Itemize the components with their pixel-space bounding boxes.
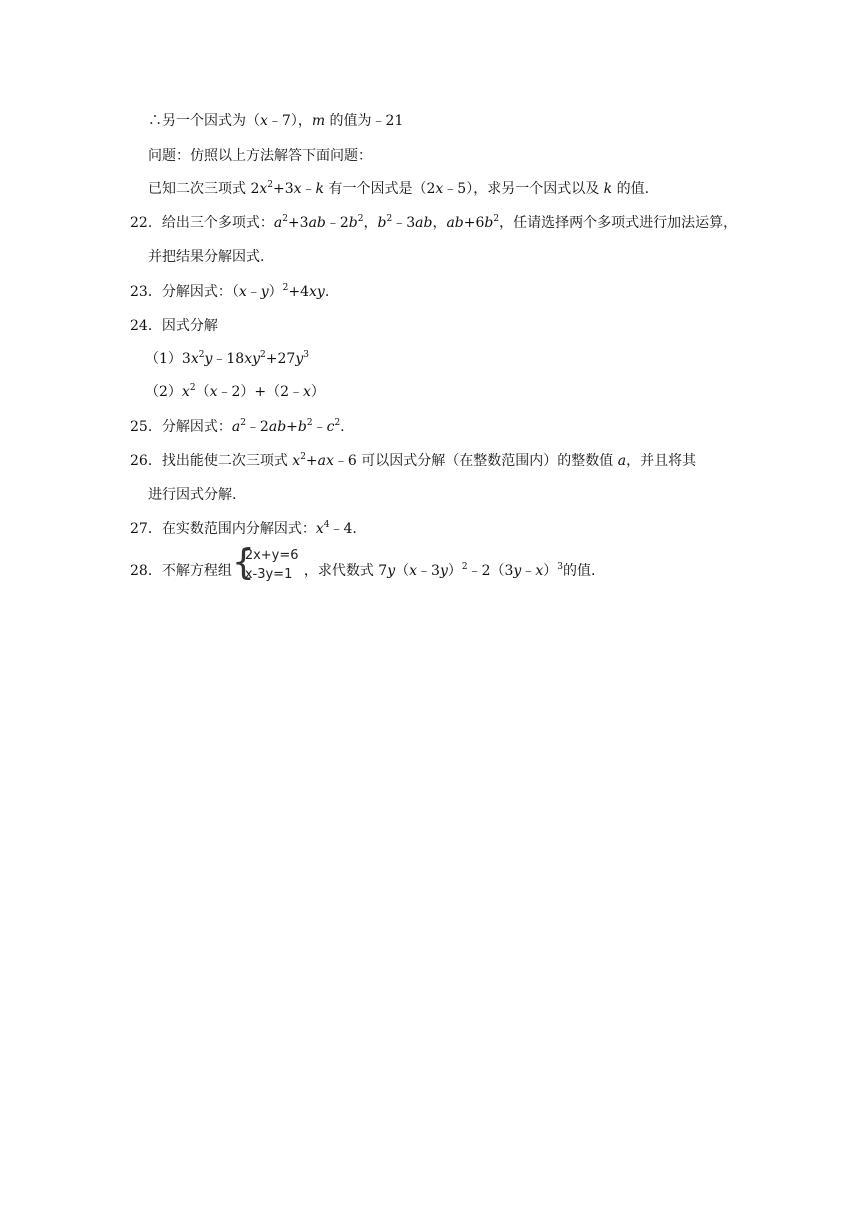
question-number: 25．	[130, 419, 162, 435]
question-number: 26．	[130, 453, 162, 469]
question-24-part1: $(1)3x^2y﹣18xy^2+27y^3$	[145, 350, 309, 367]
question-number: 27．	[130, 521, 162, 537]
question-number: 28．	[130, 563, 162, 579]
solution-conclusion: ∴另一个因式为（x﹣7），m 的值为﹣21	[148, 113, 404, 129]
question-23: 23．分解因式：（x﹣y）$^2$+4xy.	[130, 283, 330, 300]
problem-intro: 问题：仿照以上方法解答下面问题：	[148, 148, 372, 164]
question-26-line2: 进行因式分解.	[148, 487, 237, 503]
equation-1: 2x+y=6	[244, 548, 299, 563]
question-28-prefix: 不解方程组	[161, 563, 232, 579]
problem-statement: 已知二次三项式 $2x^2+3x﹣k$ 有一个因式是（2x﹣5），求另一个因式以及 k 的值.	[148, 180, 650, 197]
question-24-text: 因式分解	[161, 318, 218, 334]
question-number: 22．	[130, 215, 162, 231]
question-22-line2: 并把结果分解因式.	[148, 249, 265, 265]
question-22-line1: 22．给出三个多项式：$a^2+3ab﹣2b^2$，$b^2﹣3ab$，$ab+6b^2$，任请选择两个多项式进行加法运算，	[130, 214, 738, 231]
question-25: 25．分解因式：$a^2﹣2ab+b^2﹣c^2$.	[130, 418, 345, 435]
question-28: 28．不解方程组 { 2x+y=6 x-3y=1 ，求代数式 7y（x﹣3y）$^2$﹣2（3y﹣x）$^3$的值.	[130, 542, 596, 583]
question-24	[130, 316, 218, 336]
equation-system	[231, 542, 302, 585]
equation-2: x-3y=1	[244, 567, 293, 582]
question-number: 23．	[130, 284, 162, 300]
question-24-part2: $(2)x^2(x﹣2)+(2﹣x)$	[145, 383, 325, 400]
question-26-line1: 26．找出能使二次三项式 $x^2+ax﹣6$ 可以因式分解（在整数范围内）的整数值 a，并且将其	[130, 452, 697, 469]
question-number: 24．	[130, 318, 162, 334]
brace-icon: {	[231, 542, 255, 583]
question-27: 27．在实数范围内分解因式：$x^4﹣4$.	[130, 520, 357, 537]
